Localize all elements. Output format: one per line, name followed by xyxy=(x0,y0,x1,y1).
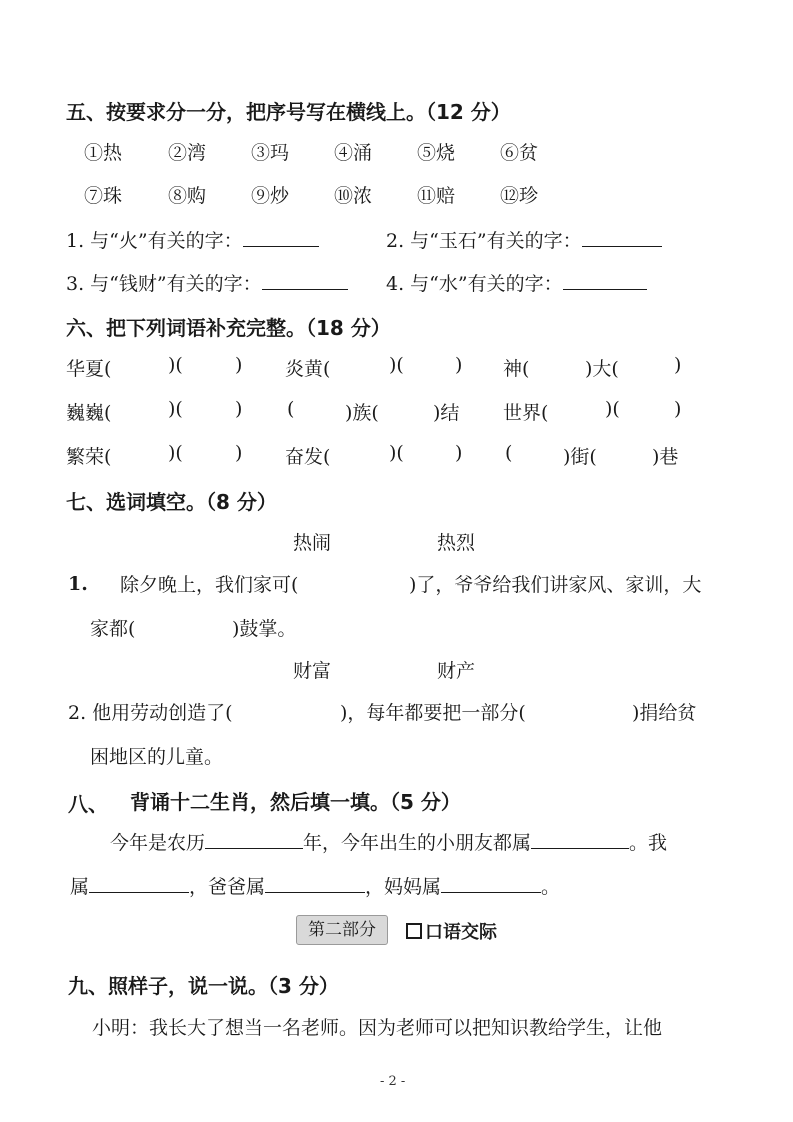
question-label: 3. 与“钱财”有关的字： xyxy=(66,273,262,295)
sentence-part: 家都( xyxy=(90,618,136,640)
section-8-number: 八、 xyxy=(68,792,108,816)
answer-blank[interactable] xyxy=(531,830,629,849)
page-number: - 2 - xyxy=(380,1074,406,1089)
sentence-part: 年，今年出生的小朋友都属 xyxy=(303,832,532,854)
idiom-part: )( xyxy=(389,354,404,376)
sentence-part: 困地区的儿童。 xyxy=(90,746,224,768)
idiom-part: ) xyxy=(235,442,243,464)
char-option: ⑧购 xyxy=(168,185,207,207)
idiom-part: 繁荣( xyxy=(66,446,112,468)
oral-communication-label xyxy=(406,918,497,944)
sentence-part: 属 xyxy=(70,876,90,898)
idiom-part: ( xyxy=(287,398,295,420)
question-label: 4. 与“水”有关的字： xyxy=(386,273,563,295)
idiom-part: 炎黄( xyxy=(285,358,331,380)
char-option: ⑤烧 xyxy=(417,142,456,164)
idiom-part: )结 xyxy=(433,402,460,424)
answer-blank[interactable] xyxy=(441,874,541,893)
question-number: 1. xyxy=(68,573,88,595)
section-9-heading: 九、照样子，说一说。（3 分） xyxy=(68,974,339,998)
idiom-part: 华夏( xyxy=(66,358,112,380)
answer-blank[interactable] xyxy=(582,228,662,247)
question-jade xyxy=(386,226,662,253)
part-two-badge: 第二部分 xyxy=(296,915,388,945)
sentence-part: )鼓掌。 xyxy=(232,618,297,640)
square-icon xyxy=(406,923,422,939)
idiom-part: ) xyxy=(235,398,243,420)
idiom-part: 奋发( xyxy=(285,446,331,468)
question-fire xyxy=(66,226,319,253)
idiom-part: 巍巍( xyxy=(66,402,112,424)
idiom-part: ) xyxy=(674,398,682,420)
answer-blank[interactable] xyxy=(563,271,647,290)
idiom-part: )( xyxy=(168,398,183,420)
sentence-part: 今年是农历 xyxy=(110,832,206,854)
idiom-part: )( xyxy=(605,398,620,420)
word-choice: 财富 xyxy=(293,660,332,682)
sentence-part: 2. 他用劳动创造了( xyxy=(68,702,233,724)
char-option: ②湾 xyxy=(168,142,207,164)
char-option: ①热 xyxy=(84,142,123,164)
question-water xyxy=(386,269,647,296)
answer-blank[interactable] xyxy=(262,271,348,290)
char-option: ⑫珍 xyxy=(500,185,539,207)
question-label: 2. 与“玉石”有关的字： xyxy=(386,230,582,252)
idiom-part: ( xyxy=(505,442,513,464)
sentence-part: )了，爷爷给我们讲家风、家训，大 xyxy=(409,574,702,596)
idiom-part: )( xyxy=(389,442,404,464)
char-option: ⑦珠 xyxy=(84,185,123,207)
question-money xyxy=(66,269,348,296)
answer-blank[interactable] xyxy=(89,874,189,893)
idiom-part: ) xyxy=(455,442,463,464)
idiom-part: )( xyxy=(168,442,183,464)
sentence-part: 除夕晚上，我们家可( xyxy=(120,574,299,596)
zodiac-line-2 xyxy=(70,872,560,899)
sentence-part: )捐给贫 xyxy=(632,702,697,724)
dialogue-line: 小明：我长大了想当一名老师。因为老师可以把知识教给学生，让他 xyxy=(92,1017,663,1039)
question-label: 1. 与“火”有关的字： xyxy=(66,230,243,252)
char-option: ⑨炒 xyxy=(251,185,290,207)
idiom-part: )( xyxy=(168,354,183,376)
idiom-part: 神( xyxy=(503,358,530,380)
answer-blank[interactable] xyxy=(205,830,303,849)
sentence-part: ，爸爸属 xyxy=(189,876,266,898)
idiom-part: ) xyxy=(235,354,243,376)
sentence-part: )，每年都要把一部分( xyxy=(340,702,526,724)
word-choice: 热闹 xyxy=(293,532,332,554)
idiom-part: )巷 xyxy=(652,446,679,468)
section-5-heading: 五、按要求分一分，把序号写在横线上。（12 分） xyxy=(66,100,511,124)
idiom-part: )大( xyxy=(585,358,619,380)
idiom-part: ) xyxy=(674,354,682,376)
oral-label-text: 口语交际 xyxy=(425,922,497,943)
char-option: ⑥贫 xyxy=(500,142,539,164)
section-8-heading: 背诵十二生肖，然后填一填。（5 分） xyxy=(130,790,461,814)
word-choice: 财产 xyxy=(437,660,476,682)
char-option: ④涌 xyxy=(334,142,373,164)
idiom-part: 世界( xyxy=(503,402,549,424)
section-6-heading: 六、把下列词语补充完整。（18 分） xyxy=(66,316,391,340)
idiom-part: )族( xyxy=(345,402,379,424)
char-option: ⑩浓 xyxy=(334,185,373,207)
answer-blank[interactable] xyxy=(243,228,319,247)
answer-blank[interactable] xyxy=(265,874,365,893)
zodiac-line-1 xyxy=(110,828,667,855)
section-7-heading: 七、选词填空。（8 分） xyxy=(66,490,277,514)
sentence-part: 。我 xyxy=(629,832,668,854)
idiom-part: )街( xyxy=(563,446,597,468)
sentence-part: 。 xyxy=(541,876,561,898)
char-option: ③玛 xyxy=(251,142,290,164)
word-choice: 热烈 xyxy=(437,532,476,554)
sentence-part: ，妈妈属 xyxy=(365,876,442,898)
char-option: ⑪赔 xyxy=(417,185,456,207)
idiom-part: ) xyxy=(455,354,463,376)
